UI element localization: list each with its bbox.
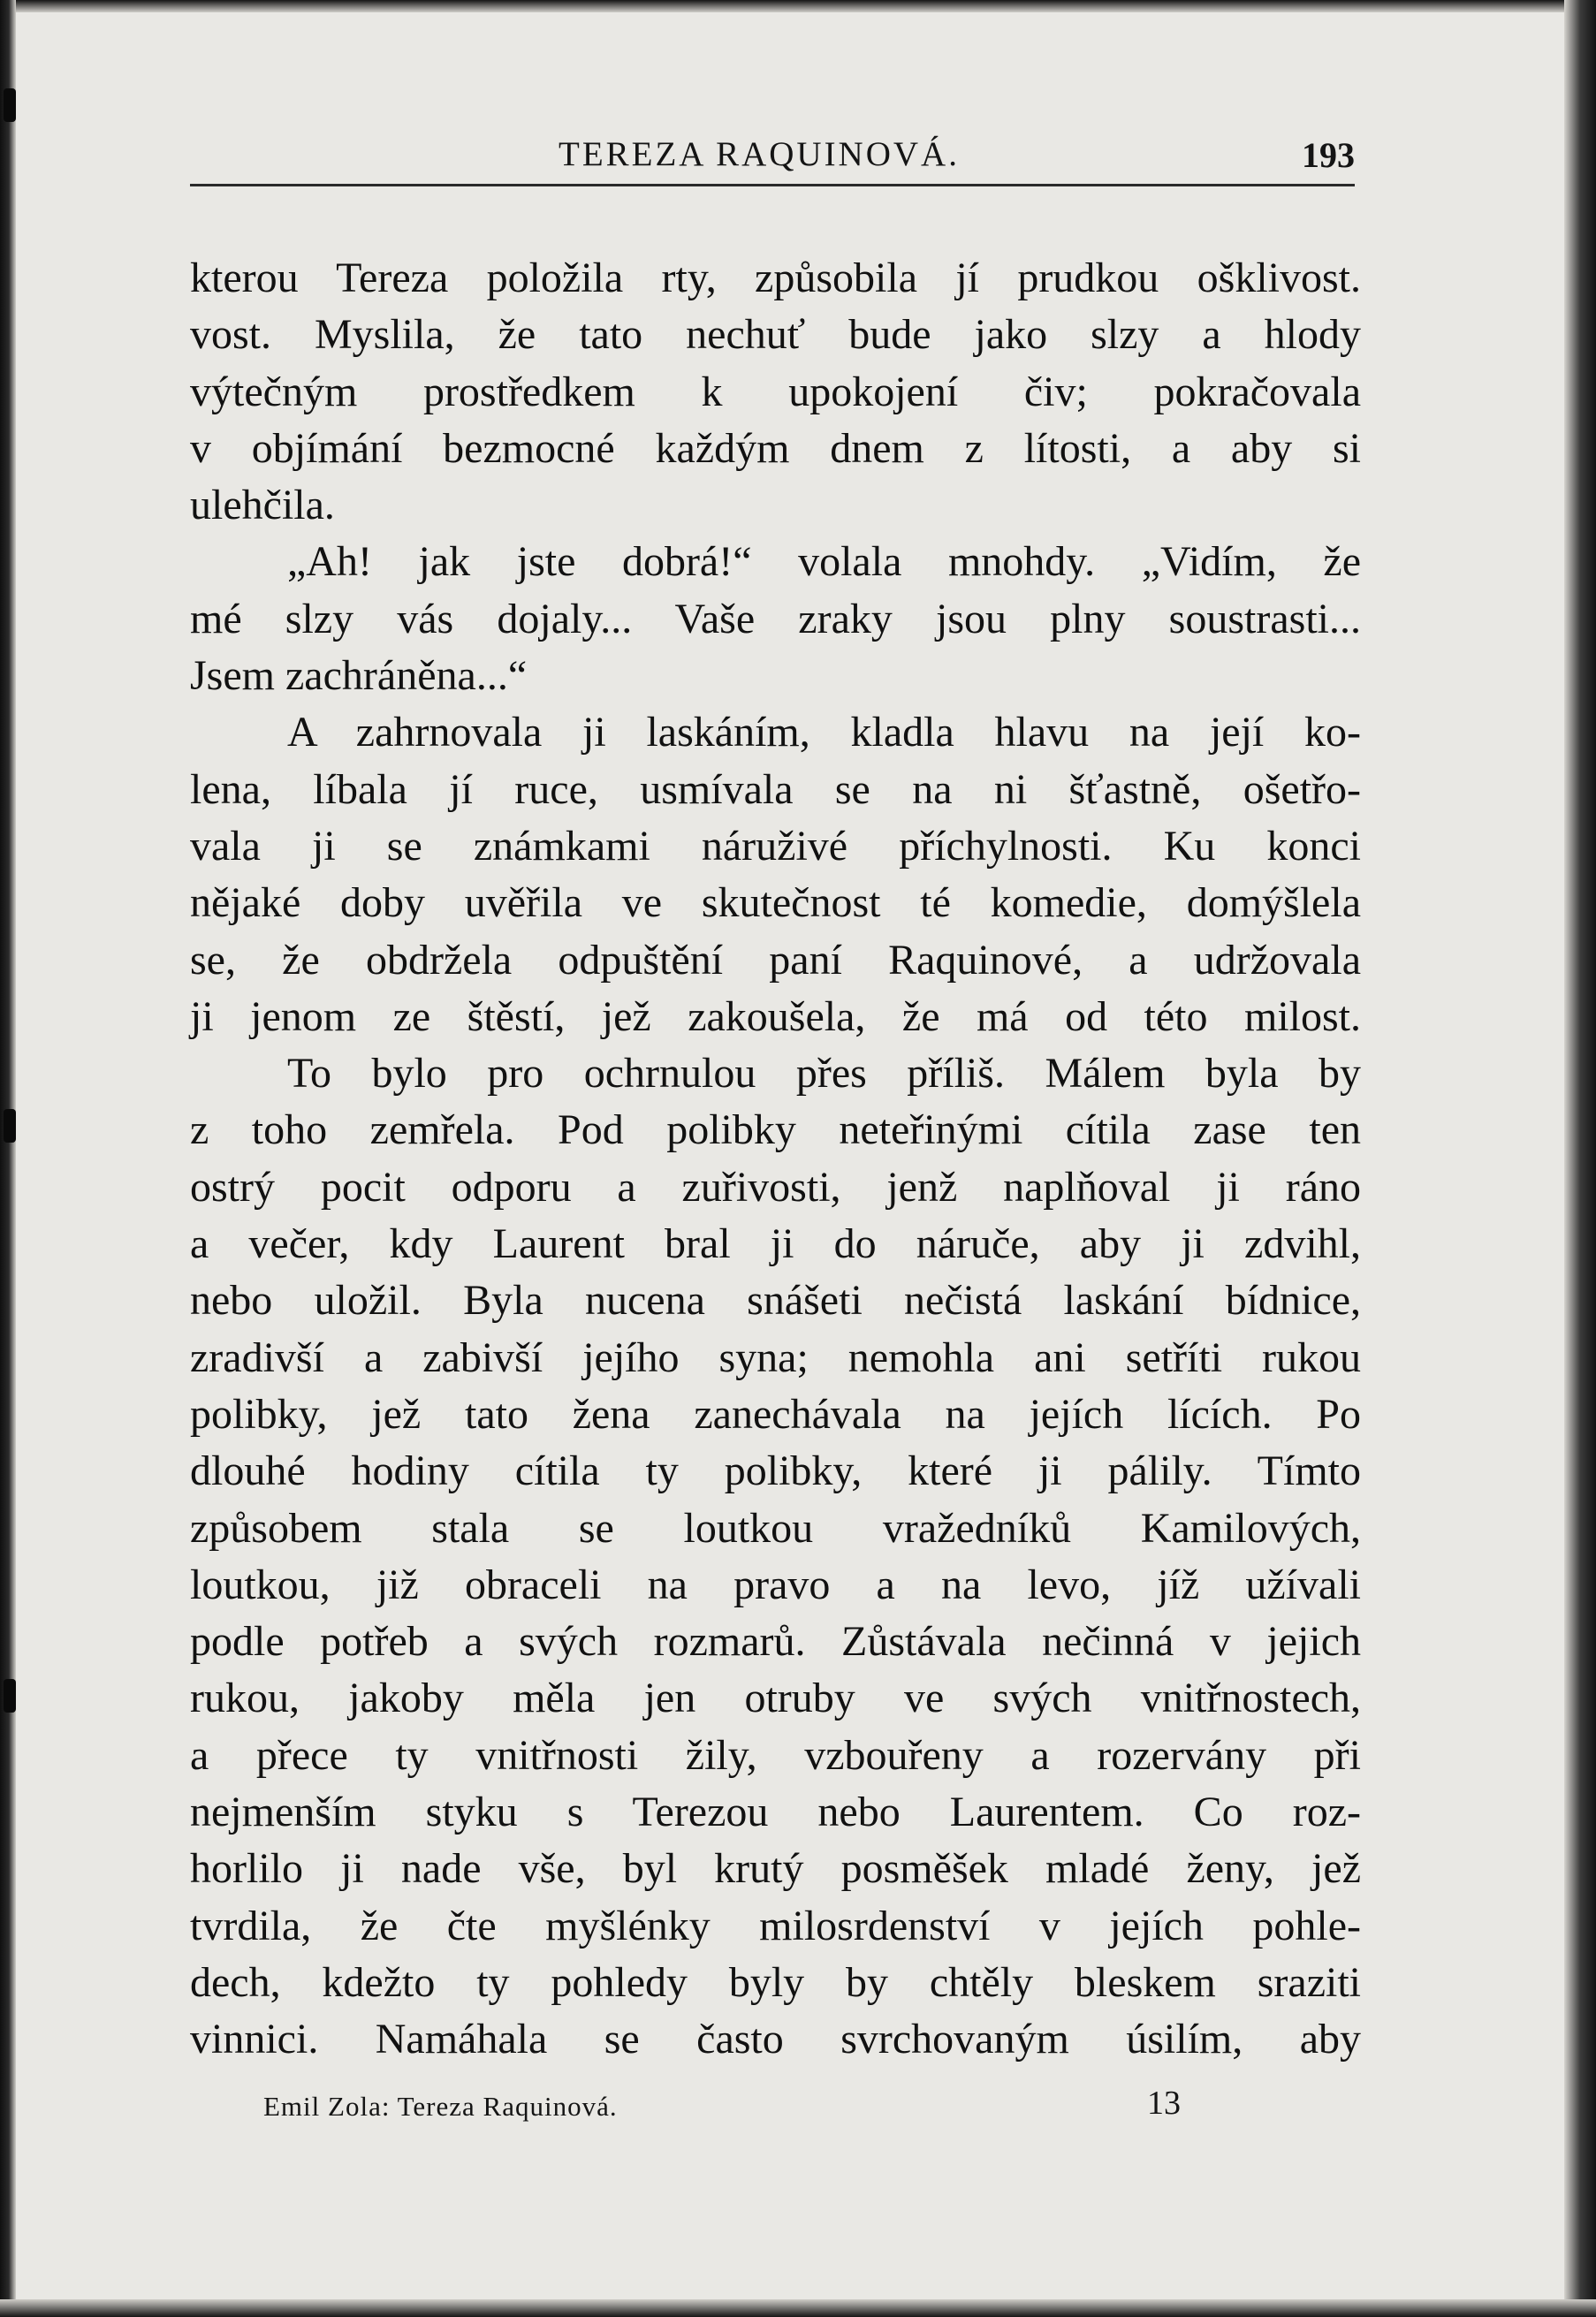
page-header bbox=[190, 134, 1355, 182]
text-line: vinnici. Namáhala se často svrchovaným úsilím, aby bbox=[190, 2016, 1361, 2063]
binding-mark bbox=[4, 88, 16, 122]
printer-signature: Emil Zola: Tereza Raquinová. bbox=[263, 2091, 618, 2122]
page-number: 193 bbox=[1302, 135, 1355, 175]
body-text bbox=[190, 250, 1361, 2069]
text-line: rukou, jakoby měla jen otruby ve svých vnitřnostech, bbox=[190, 1675, 1361, 1722]
text-line: mé slzy vás dojaly... Vaše zraky jsou plny soustrasti... bbox=[190, 595, 1361, 642]
text-line: výtečným prostředkem k upokojení čiv; pokračovala bbox=[190, 368, 1361, 415]
text-line: dlouhé hodiny cítila ty polibky, které ji pálily. Tímto bbox=[190, 1447, 1361, 1495]
scan-edge-bottom bbox=[0, 2299, 1596, 2317]
text-line: vala ji se známkami náruživé příchylnosti. Ku konci bbox=[190, 822, 1361, 870]
header-rule bbox=[190, 184, 1355, 186]
text-line: To bylo pro ochrnulou přes příliš. Málem byla by bbox=[287, 1050, 1361, 1098]
text-line: lena, líbala jí ruce, usmívala se na ni šťastně, ošetřo- bbox=[190, 765, 1361, 813]
text-line: polibky, jež tato žena zanechávala na jejích lících. Po bbox=[190, 1390, 1361, 1438]
text-line: se, že obdržela odpuštění paní Raquinové, a udržovala bbox=[190, 936, 1361, 984]
text-line: a přece ty vnitřnosti žily, vzbouřeny a rozervány při bbox=[190, 1731, 1361, 1779]
text-line: vost. Myslila, že tato nechuť bude jako slzy a hlody bbox=[190, 311, 1361, 359]
text-line: zradivší a zabivší jejího syna; nemohla ani setříti rukou bbox=[190, 1333, 1361, 1381]
text-line: loutkou, již obraceli na pravo a na levo, jíž užívali bbox=[190, 1561, 1361, 1608]
text-line: podle potřeb a svých rozmarů. Zůstávala nečinná v jejich bbox=[190, 1618, 1361, 1666]
text-line: A zahrnovala ji laskáním, kladla hlavu na její ko- bbox=[287, 709, 1361, 756]
text-line: ostrý pocit odporu a zuřivosti, jenž naplňoval ji ráno bbox=[190, 1163, 1361, 1211]
text-line: Jsem zachráněna...“ bbox=[190, 652, 528, 700]
binding-mark bbox=[4, 1679, 16, 1713]
text-line: nějaké doby uvěřila ve skutečnost té komedie, domýšlela bbox=[190, 879, 1361, 927]
page-footer bbox=[263, 2084, 1191, 2128]
text-line: nebo uložil. Byla nucena snášeti nečistá laskání bídnice, bbox=[190, 1277, 1361, 1325]
scan-edge-top bbox=[0, 0, 1596, 12]
binding-mark bbox=[4, 1109, 16, 1143]
text-line: horlilo ji nade vše, byl krutý posměšek mladé ženy, jež bbox=[190, 1845, 1361, 1893]
text-line: nejmenším styku s Terezou nebo Laurentem. Co roz- bbox=[190, 1789, 1361, 1836]
text-line: způsobem stala se loutkou vražedníků Kamilových, bbox=[190, 1504, 1361, 1552]
text-line: „Ah! jak jste dobrá!“ volala mnohdy. „Vidím, že bbox=[287, 538, 1361, 586]
text-line: dech, kdežto ty pohledy byly by chtěly bleskem sraziti bbox=[190, 1958, 1361, 2006]
running-title: TEREZA RAQUINOVÁ. bbox=[559, 135, 960, 173]
text-line: kterou Tereza položila rty, způsobila jí prudkou ošklivost. bbox=[190, 254, 1361, 301]
scan-edge-right bbox=[1564, 0, 1596, 2317]
text-line: ji jenom ze štěstí, jež zakoušela, že má od této milost. bbox=[190, 992, 1361, 1040]
text-line: a večer, kdy Laurent bral ji do náruče, aby ji zdvihl, bbox=[190, 1220, 1361, 1268]
signature-number: 13 bbox=[1147, 2085, 1181, 2122]
text-line: ulehčila. bbox=[190, 482, 335, 529]
text-line: tvrdila, že čte myšlénky milosrdenství v jejích pohle- bbox=[190, 1902, 1361, 1949]
text-line: v objímání bezmocné každým dnem z lítosti, a aby si bbox=[190, 424, 1361, 472]
text-line: z toho zemřela. Pod polibky neteřinými cítila zase ten bbox=[190, 1106, 1361, 1154]
scan-edge-left bbox=[0, 0, 16, 2317]
